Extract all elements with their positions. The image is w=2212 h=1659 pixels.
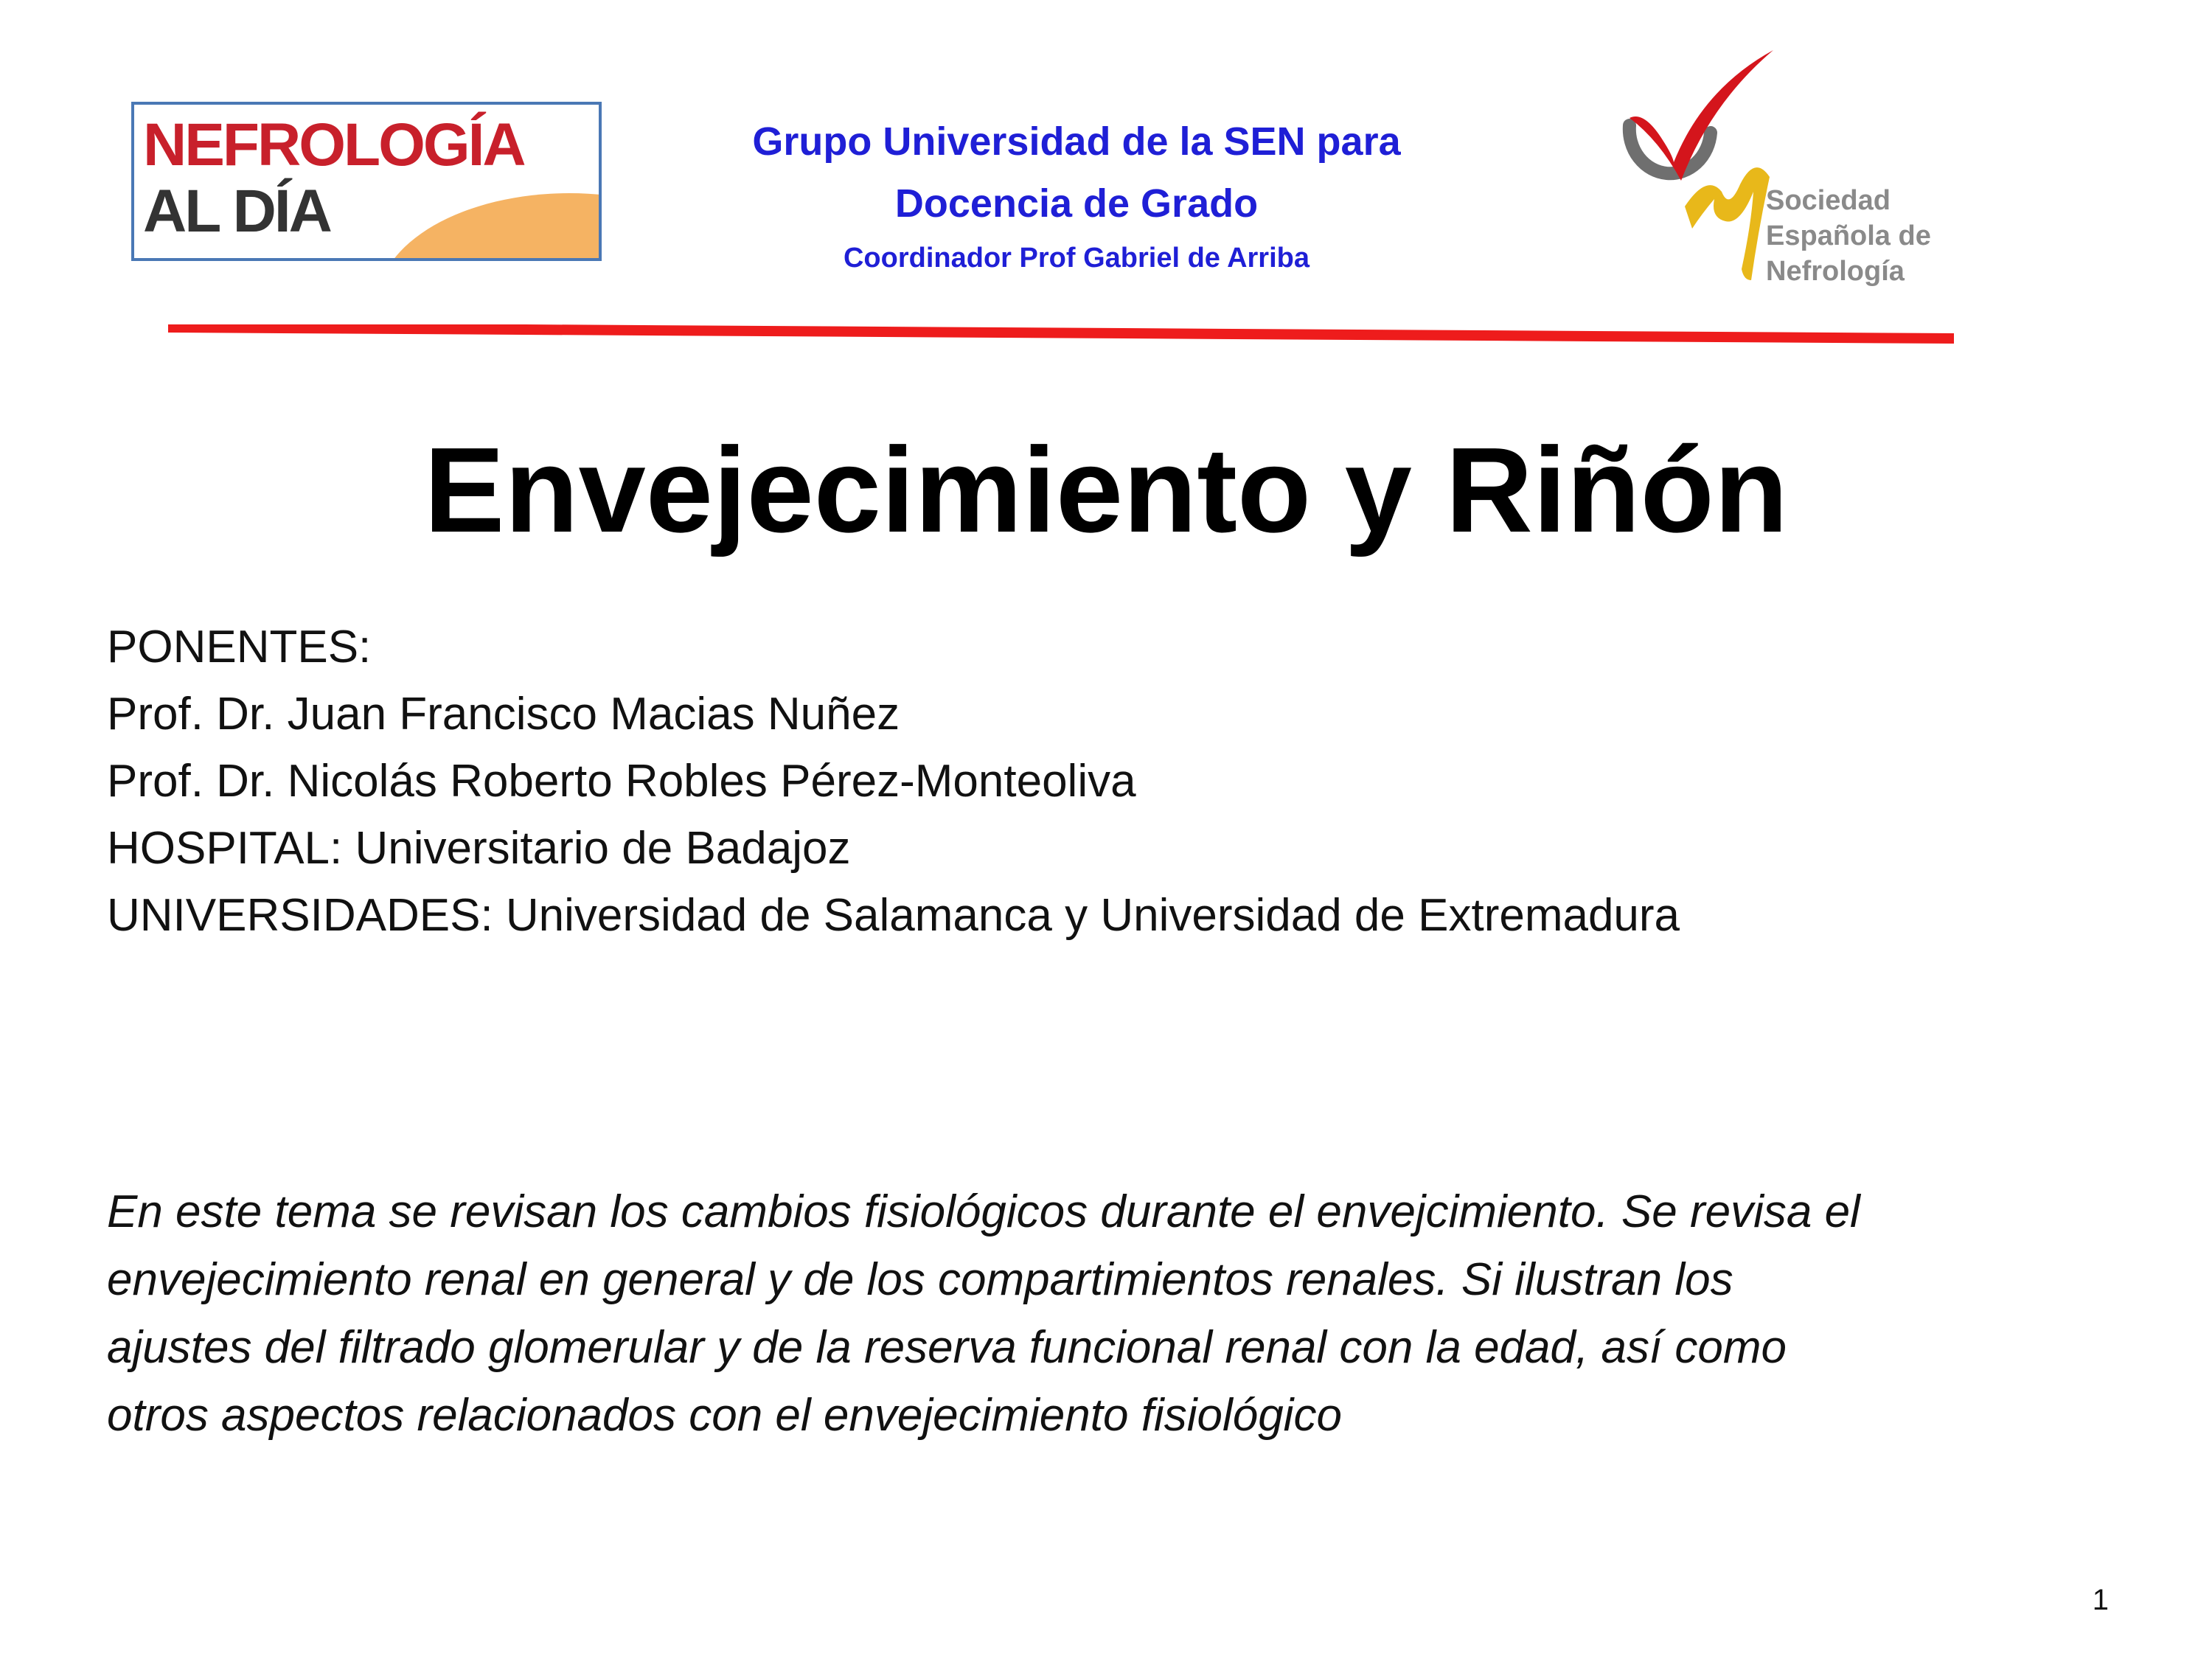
logo-line-2: AL DÍA <box>143 178 330 245</box>
summary-line-4: otros aspectos relacionados con el envejecimiento fisiológico <box>107 1390 1342 1441</box>
sen-logo-line-1: Sociedad <box>1766 185 1891 216</box>
summary-line-3: ajustes del filtrado glomerular y de la reserva funcional renal con la edad, así como <box>107 1322 1787 1373</box>
summary-line-1: En este tema se revisan los cambios fisiológicos durante el envejcimiento. Se revisa el <box>107 1186 1860 1237</box>
page-number: 1 <box>2092 1584 2109 1616</box>
logo-sun-shape <box>378 193 602 261</box>
hospital-line: HOSPITAL: Universitario de Badajoz <box>107 823 851 874</box>
speakers-block <box>107 613 2098 949</box>
summary-paragraph <box>107 1178 2112 1450</box>
sen-logo-text <box>1766 183 1931 289</box>
header-line-2: Docencia de Grado <box>894 181 1259 226</box>
header-coordinator: Coordinador Prof Gabriel de Arriba <box>843 243 1310 274</box>
group-header <box>634 111 1519 282</box>
sen-logo-line-2: Española de <box>1766 220 1931 251</box>
header-line-1: Grupo Universidad de la SEN para <box>752 119 1401 164</box>
sen-logo-line-3: Nefrología <box>1766 256 1905 287</box>
speaker-2: Prof. Dr. Nicolás Roberto Robles Pérez-Monteoliva <box>107 756 1136 807</box>
logo-line-1: NEFROLOGÍA <box>143 111 524 178</box>
slide-title: Envejecimiento y Riñón <box>424 422 1788 557</box>
red-divider <box>168 324 1954 347</box>
summary-line-2: envejecimiento renal en general y de los compartimientos renales. Si ilustran los <box>107 1254 1733 1305</box>
speakers-heading: PONENTES: <box>107 622 372 672</box>
nefrologia-al-dia-logo <box>131 102 602 261</box>
sen-logo <box>1585 44 1969 295</box>
speaker-1: Prof. Dr. Juan Francisco Macias Nuñez <box>107 689 900 740</box>
universities-line: UNIVERSIDADES: Universidad de Salamanca y Universidad de Extremadura <box>107 890 1680 941</box>
